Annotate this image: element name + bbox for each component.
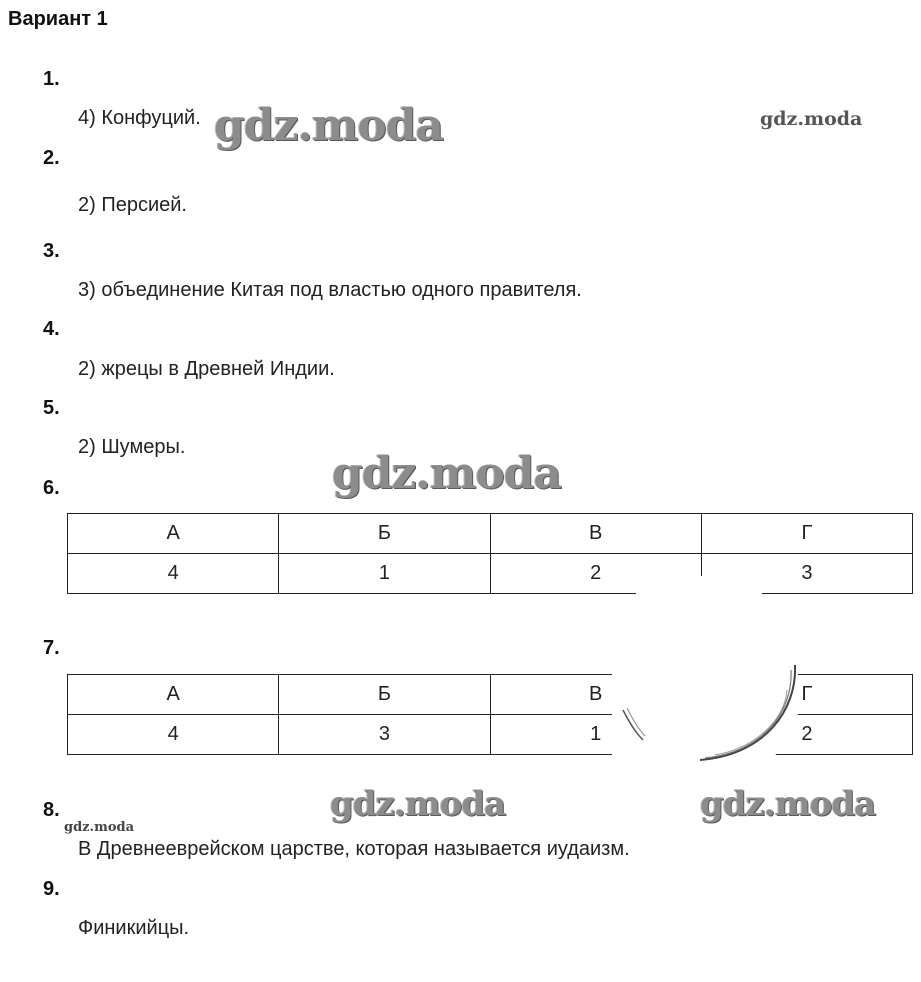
table-cell: 3 <box>701 554 912 594</box>
watermark-logo: gdz.moda <box>700 784 876 824</box>
table-cell: 2 <box>490 554 701 594</box>
answer-9: Финикийцы. <box>78 917 190 939</box>
answer-5: 2) Шумеры. <box>78 436 186 458</box>
table-cell: 4 <box>68 554 279 594</box>
table-header-cell: В <box>490 514 701 554</box>
table-header-cell: Г <box>701 675 912 715</box>
page-title: Вариант 1 <box>8 8 108 30</box>
question-number-3: 3. <box>43 240 60 262</box>
watermark-logo: gdz.moda <box>760 108 863 130</box>
table-header-cell: А <box>68 675 279 715</box>
table-cell: 1 <box>490 715 701 755</box>
answer-4: 2) жрецы в Древней Индии. <box>78 358 335 380</box>
erased-patch <box>612 664 798 768</box>
table-cell: 2 <box>701 715 912 755</box>
question-number-5: 5. <box>43 397 60 419</box>
question-number-4: 4. <box>43 318 60 340</box>
table-row <box>68 554 913 594</box>
table-header-row <box>68 514 913 554</box>
watermark-logo: gdz.moda <box>332 448 562 499</box>
answer-3: 3) объединение Китая под властью одного правителя. <box>78 279 582 301</box>
table-cell: 3 <box>279 715 490 755</box>
question-number-8: 8. <box>43 799 60 821</box>
question-number-1: 1. <box>43 68 60 90</box>
watermark-logo: gdz.moda <box>64 820 135 835</box>
table-header-cell: Б <box>279 514 490 554</box>
answer-2: 2) Персией. <box>78 194 187 216</box>
watermark-logo: gdz.moda <box>330 784 506 824</box>
table-cell: 1 <box>279 554 490 594</box>
question-number-2: 2. <box>43 147 60 169</box>
answer-table-6 <box>67 513 913 594</box>
answer-8: В Древнееврейском царстве, которая называется иудаизм. <box>78 838 630 860</box>
table-cell: 4 <box>68 715 279 755</box>
erased-patch <box>636 576 762 600</box>
table-header-cell: А <box>68 514 279 554</box>
table-header-cell: Б <box>279 675 490 715</box>
question-number-7: 7. <box>43 637 60 659</box>
watermark-logo: gdz.moda <box>214 100 444 151</box>
answer-1: 4) Конфуций. <box>78 107 201 129</box>
question-number-9: 9. <box>43 878 60 900</box>
table-header-cell: В <box>490 675 701 715</box>
question-number-6: 6. <box>43 477 60 499</box>
table-header-cell: Г <box>701 514 912 554</box>
